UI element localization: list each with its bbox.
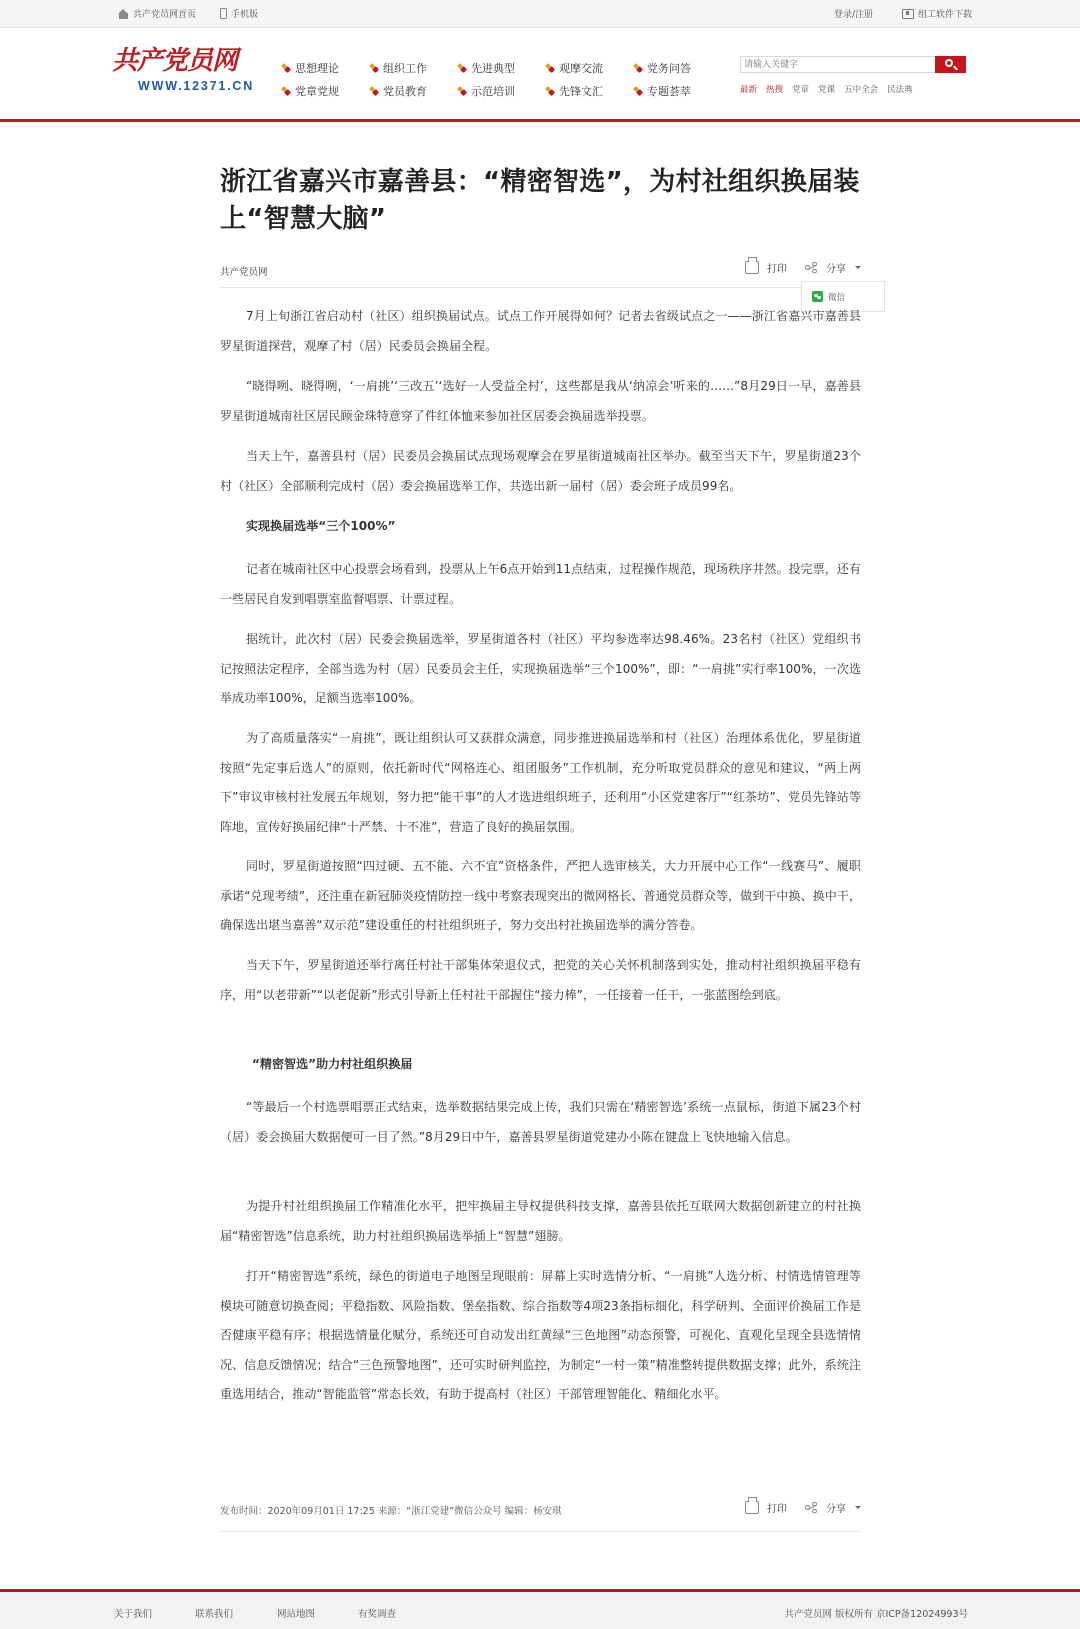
search-box (740, 56, 966, 73)
hotword-link[interactable]: 党课 (818, 85, 836, 95)
nav-item-dangwu[interactable] (634, 56, 722, 79)
mobile-link-label: 手机版 (231, 10, 259, 20)
article-paragraph: “晓得咧、晓得咧，‘一肩挑’‘三改五’‘选好一人受益全村’，这些都是我从‘纳凉会’听来的……”8月29日一早，嘉善县罗星街道城南社区居民顾金珠特意穿了件红体恤来参加社区居委会换届选举投票。 (220, 379, 861, 423)
article-paragraph: 为了高质量落实“一肩挑”，既让组织认可又获群众满意，同步推进换届选举和村（社区）治理体系优化，罗星街道按照“先定事后选人”的原则，依托新时代“网格连心、组团服务”工作机制，充分听取党员群众的意见和建议，“两上两下”审议审核村社发展五年规划，努力把“能干事”的人才选进组织班子，还利用“小区党建客厅”“红茶坊”、党员先锋站等阵地，宣传好换届纪律“十严禁、十不准”，营造了良好的换届氛围。 (220, 731, 861, 834)
nav-item-dangzhang[interactable] (282, 79, 370, 102)
nav-bullet-icon (282, 87, 290, 95)
footer-copyright: 共产党员网 版权所有 京ICP备12024993号 (784, 1609, 968, 1620)
phone-icon (220, 8, 227, 19)
article-tools (745, 1500, 861, 1515)
nav-item-label: 先锋文汇 (559, 84, 603, 98)
nav-item-label: 思想理论 (295, 61, 339, 75)
footer-link-sitemap[interactable]: 网站地图 (277, 1609, 316, 1620)
article-subheading: “精密智选”助力村社组织换届 (252, 1057, 413, 1071)
article-subheading: 实现换届选举“三个100%” (246, 519, 396, 533)
nav-item-label: 专题荟萃 (647, 84, 691, 98)
article-paragraph: 当天下午，罗星街道还举行离任村社干部集体荣退仪式，把党的关心关怀机制落到实处，推动村社组织换届平稳有序，用“以老带新”“以老促新”形式引导新上任村社干部握住“接力棒”，一任接着一任干，一张蓝图绘到底。 (220, 958, 861, 1002)
nav-bullet-icon (546, 87, 554, 95)
home-link[interactable] (118, 7, 196, 20)
nav-item-label: 组织工作 (383, 61, 427, 75)
nav-item-wenhui[interactable] (546, 79, 634, 102)
search-button[interactable] (935, 56, 966, 73)
nav-bullet-icon (458, 87, 466, 95)
home-link-label: 共产党员网首页 (133, 10, 197, 20)
nav-item-label: 党章党规 (295, 84, 339, 98)
article-paragraph: 当天上午，嘉善县村（居）民委员会换届试点现场观摩会在罗星街道城南社区举办。截至当天下午，罗星街道23个村（社区）全部顺利完成村（居）委会换届选举工作，共选出新一届村（居）委会班子成员99名。 (220, 449, 861, 493)
hotword-link[interactable]: 最新 (740, 85, 758, 95)
nav-item-label: 示范培训 (471, 84, 515, 98)
hotword-link[interactable]: 五中全会 (844, 85, 879, 95)
login-register-label: 登录/注册 (834, 10, 874, 20)
nav-item-guanmo[interactable] (546, 56, 634, 79)
nav-item-zhuanti[interactable] (634, 79, 722, 102)
print-button[interactable]: 打印 (767, 264, 787, 275)
nav-bullet-icon (370, 87, 378, 95)
chevron-down-icon[interactable] (855, 266, 861, 269)
download-icon (902, 9, 914, 19)
software-download-label: 组工软件下载 (918, 10, 973, 20)
hotword-link[interactable]: 民法典 (887, 85, 913, 95)
nav-item-sixiang[interactable] (282, 56, 370, 79)
nav-item-label: 先进典型 (471, 61, 515, 75)
article-paragraph: 为提升村社组织换届工作精准化水平，把牢换届主导权提供科技支撑，嘉善县依托互联网大数据创新建立的村社换届“精密智选”信息系统，助力村社组织换届选举插上“智慧”翅膀。 (220, 1199, 861, 1243)
nav-item-xianjin[interactable] (458, 56, 546, 79)
login-register-link[interactable] (834, 7, 873, 20)
article-paragraph: “等最后一个村选票唱票正式结束，选举数据结果完成上传，我们只需在‘精密智选’系统一点鼠标，街道下属23个村（居）委会换届大数据便可一目了然。”8月29日中午，嘉善县罗星街道党建办小陈在键盘上飞快地输入信息。 (220, 1100, 861, 1144)
search-icon (945, 59, 953, 67)
nav-bullet-icon (634, 64, 642, 72)
article-meta (220, 262, 861, 288)
nav-bullet-icon (458, 64, 466, 72)
site-logo[interactable] (112, 46, 262, 101)
article-source: 共产党员网 (220, 267, 268, 278)
publish-info: 发布时间：2020年09月01日 17:25 来源：“浙江党建”微信公众号 编辑：杨安琪 (220, 1506, 562, 1517)
logo-url: WWW.12371.CN (138, 79, 255, 93)
article-footer-meta (220, 1502, 861, 1532)
search-input[interactable] (740, 56, 935, 73)
print-button[interactable]: 打印 (767, 1504, 787, 1515)
hotword-link[interactable]: 党章 (792, 85, 810, 95)
share-wechat-label: 微信 (828, 292, 846, 303)
nav-item-label: 观摩交流 (559, 61, 603, 75)
footer-link-contact[interactable]: 联系我们 (195, 1609, 234, 1620)
nav-bullet-icon (546, 64, 554, 72)
site-header (0, 28, 1080, 122)
share-icon[interactable] (805, 1502, 818, 1514)
nav-item-label: 党员教育 (383, 84, 427, 98)
nav-bullet-icon (370, 64, 378, 72)
print-icon[interactable] (745, 1501, 759, 1514)
article-paragraph: 记者在城南社区中心投票会场看到，投票从上午6点开始到11点结束，过程操作规范，现场秩序井然。投完票，还有一些居民自发到唱票室监督唱票、计票过程。 (220, 562, 861, 606)
mobile-link[interactable] (220, 7, 258, 20)
share-button[interactable]: 分享 (826, 264, 846, 275)
article-paragraph: 同时，罗星街道按照“四过硬、五不能、六不宜”资格条件，严把人选审核关，大力开展中心工作“一线赛马”、履职承诺“兑现考绩”，还注重在新冠肺炎疫情防控一线中考察表现突出的微网格长、普通党员群众等，做到干中换、换中干，确保选出堪当嘉善“双示范”建设重任的村社组织班子，努力交出村社换届选举的满分答卷。 (220, 859, 861, 932)
top-utility-bar (0, 0, 1080, 28)
wechat-icon (812, 291, 823, 302)
home-icon (118, 9, 129, 19)
article-paragraph: 据统计，此次村（居）民委会换届选举，罗星街道各村（社区）平均参选率达98.46%。23名村（社区）党组织书记按照法定程序，全部当选为村（居）民委员会主任，实现换届选举“三个100%”，即：“一肩挑”实行率100%，一次选举成功率100%，足额当选率100%。 (220, 632, 861, 705)
article-paragraph: 7月上旬浙江省启动村（社区）组织换届试点。试点工作开展得如何？记者去省级试点之一——浙江省嘉兴市嘉善县罗星街道探营，观摩了村（居）民委员会换届全程。 (220, 309, 861, 353)
nav-item-label: 党务问答 (647, 61, 691, 75)
print-icon[interactable] (745, 261, 759, 274)
nav-bullet-icon (282, 64, 290, 72)
nav-row (282, 79, 722, 102)
software-download-link[interactable] (902, 7, 972, 20)
article-tools (745, 260, 861, 275)
article-paragraph: 打开“精密智选”系统，绿色的街道电子地图呈现眼前：屏幕上实时选情分析、“一肩挑”人选分析、村情选情管理等模块可随意切换查阅；平稳指数、风险指数、堡垒指数、综合指数等4项23条指标细化，科学研判、全面评价换届工作是否健康平稳有序；根据选情量化赋分，系统还可自动发出红黄绿“三色地图”动态预警，可视化、直观化呈现全县选情情况、信息反馈情况；结合“三色预警地图”，还可实时研判监控，为制定“一村一策”精准整转提供数据支撑；此外，系统注重选用结合，推动“智能监管”常态长效，有助于提高村（社区）干部管理智能化、精细化水平。 (220, 1269, 861, 1401)
chevron-down-icon[interactable] (855, 1506, 861, 1509)
nav-item-jiaoyu[interactable] (370, 79, 458, 102)
hot-keywords (740, 83, 913, 95)
site-footer (0, 1589, 1080, 1629)
nav-item-peixun[interactable] (458, 79, 546, 102)
main-nav (282, 56, 722, 102)
footer-link-survey[interactable]: 有奖调查 (358, 1609, 397, 1620)
article-title: 浙江省嘉兴市嘉善县：“精密智选”，为村社组织换届装上“智慧大脑” (220, 167, 860, 234)
share-button[interactable]: 分享 (826, 1504, 846, 1515)
nav-row (282, 56, 722, 79)
logo-text: 共产党员网 (112, 46, 238, 76)
footer-link-about[interactable]: 关于我们 (114, 1609, 153, 1620)
hotword-link[interactable]: 热搜 (766, 85, 784, 95)
nav-bullet-icon (634, 87, 642, 95)
share-icon[interactable] (805, 262, 818, 274)
nav-item-zuzhi[interactable] (370, 56, 458, 79)
